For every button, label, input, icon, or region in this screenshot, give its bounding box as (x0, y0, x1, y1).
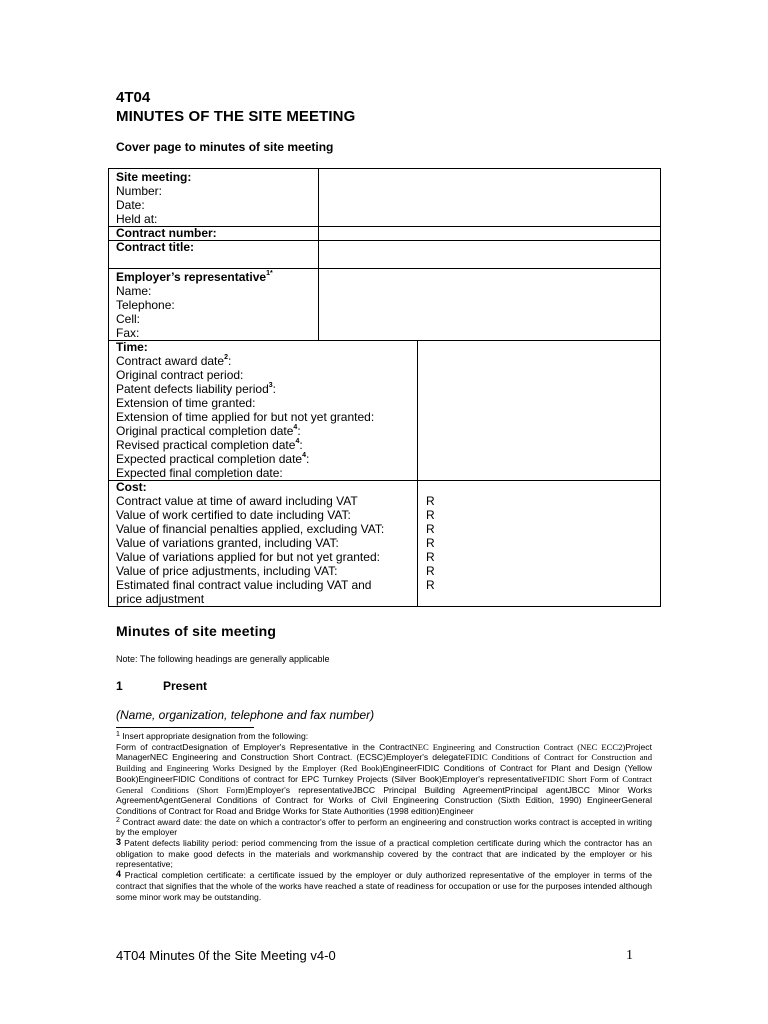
time-item-text: Extension of time granted: (116, 396, 256, 410)
footnote-3 (116, 838, 652, 870)
currency-symbol: R (426, 564, 435, 578)
footnote-1-body (116, 742, 652, 817)
cost-item: price adjustment (116, 592, 205, 606)
cost-item: Value of variations applied for but not yet granted: (116, 550, 380, 564)
time-item (116, 452, 374, 466)
time-item-suffix: : (297, 424, 301, 438)
footnotes (116, 731, 652, 902)
currency-symbol: R (426, 522, 435, 536)
currency-symbol: R (426, 536, 435, 550)
time-item-text: Expected practical completion date (116, 452, 303, 466)
lower-column-divider (417, 340, 418, 607)
currency-column (426, 494, 435, 592)
rep-cell-label: Cell: (116, 312, 141, 326)
footnote-3-text: Patent defects liability period: period commencing from the issue of a practical completion certificate during which the contractor has an obligation to make good defects in the materials and workmanship covered by the contract that are indicated by the employer or his representative; (116, 838, 653, 870)
time-item (116, 396, 374, 410)
section-title: Present (163, 679, 208, 693)
time-item-text: Contract award date (116, 354, 225, 368)
currency-symbol: R (426, 550, 435, 564)
footnote-1-part: Form of contractDesignation of Employer's Representative in the Contract (116, 741, 412, 752)
time-item (116, 354, 374, 368)
contract-number-label: Contract number: (116, 226, 217, 240)
contract-title-label: Contract title: (116, 240, 194, 254)
document-title: MINUTES OF THE SITE MEETING (116, 108, 356, 125)
cost-cell (116, 480, 384, 606)
footer-document-name: 4T04 Minutes 0f the Site Meeting v4-0 (116, 948, 336, 963)
site-meeting-held-at-label: Held at: (116, 212, 158, 226)
currency-symbol: R (426, 578, 435, 592)
rep-name-label: Name: (116, 284, 152, 298)
footnote-marker: 4 (302, 452, 307, 459)
footnote-1-part: FIDIC Short Form of Contract General Conditions (Short Form) (116, 773, 653, 795)
document-subtitle: Cover page to minutes of site meeting (116, 140, 334, 154)
cost-item: Value of variations granted, including VAT: (116, 536, 339, 550)
footnote-marker: 2 (224, 354, 228, 361)
footnote-1-intro (116, 731, 652, 742)
employers-representative-heading-text: Employer’s representative (116, 270, 267, 284)
cost-heading: Cost: (116, 480, 147, 494)
cost-item: Value of work certified to date including VAT: (116, 508, 351, 522)
time-heading: Time: (116, 340, 148, 354)
time-item-text: Patent defects liability period (116, 382, 269, 396)
cover-table (108, 168, 661, 607)
footnote-mark: 4 (116, 869, 122, 880)
time-cell (116, 340, 374, 480)
note-text: Note: The following headings are generally applicable (116, 654, 330, 664)
footnote-1-intro-text: Insert appropriate designation from the following: (122, 731, 309, 741)
footnote-marker: 4 (293, 424, 298, 431)
time-item (116, 438, 374, 452)
time-item-suffix: : (227, 354, 232, 368)
time-item (116, 410, 374, 424)
footnote-marker: 1* (266, 270, 273, 277)
footnote-1-part: NEC Engineering and Construction Contract (NEC ECC2) (411, 741, 626, 752)
upper-column-divider (318, 169, 319, 340)
cost-item: Value of price adjustments, including VAT: (116, 564, 338, 578)
cost-item: Contract value at time of award including VAT (116, 494, 358, 508)
time-item-suffix: : (299, 438, 303, 452)
contract-title-cell (116, 240, 194, 254)
time-item-suffix: : (306, 452, 310, 466)
footnote-mark: 2 (116, 816, 120, 824)
footnote-separator (116, 727, 254, 728)
time-item-text: Extension of time applied for but not yet granted: (116, 410, 375, 424)
footnote-1-part: Employer's representativeJBCC Principal Building AgreementPrincipal agentJBCC Minor Works AgreementAgentGeneral Conditions of Contract for Works of Civil Engineering Construction (Sixth Edition, 1990) EngineerGeneral Conditions of Contract for Road and Bridge Works for State Authorities (1998 edition)Engineer (116, 784, 652, 816)
employers-representative-heading (116, 270, 273, 284)
time-item-text: Original contract period: (116, 368, 244, 382)
footer-page-number: 1 (626, 948, 633, 963)
footnote-mark: 1 (116, 731, 120, 738)
row-divider (109, 268, 660, 269)
time-item-text: Expected final completion date: (116, 466, 283, 480)
site-meeting-heading: Site meeting: (116, 170, 192, 184)
time-item (116, 382, 374, 396)
footnote-4 (116, 870, 652, 902)
employers-representative-cell (116, 270, 273, 340)
footnote-marker: 4 (295, 438, 300, 445)
time-item (116, 466, 374, 480)
present-hint: (Name, organization, telephone and fax number) (116, 708, 375, 722)
footnote-4-text: Practical completion certificate: a certificate issued by the employer or duly authorized representative of the employer in terms of the contract that signifies that the whole of the works have reached a state of readiness for occupation or use for the purposes intended although some minor work may be outstanding. (116, 870, 653, 902)
time-item-suffix: : (272, 382, 277, 396)
cost-item: Estimated final contract value including VAT and (116, 578, 372, 592)
site-meeting-cell (116, 170, 191, 226)
footnote-2-text: Contract award date: the date on which a contractor's offer to perform an engineering and construction works contract is accepted in writing by the employer (116, 816, 652, 838)
footnote-2 (116, 817, 652, 838)
rep-fax-label: Fax: (116, 326, 140, 340)
section-number: 1 (116, 679, 123, 693)
minutes-heading: Minutes of site meeting (116, 623, 277, 639)
document-code: 4T04 (116, 89, 151, 106)
footnote-marker: 3 (268, 382, 273, 389)
currency-symbol: R (426, 494, 435, 508)
contract-number-cell (116, 226, 217, 240)
cost-item: Value of financial penalties applied, excluding VAT: (116, 522, 385, 536)
footnote-mark: 3 (116, 837, 122, 848)
site-meeting-date-label: Date: (116, 198, 145, 212)
time-item-text: Original practical completion date (116, 424, 294, 438)
currency-symbol: R (426, 508, 435, 522)
time-item-text: Revised practical completion date (116, 438, 296, 452)
site-meeting-number-label: Number: (116, 184, 163, 198)
time-item (116, 424, 374, 438)
footnote-1-part: EngineerFIDIC Conditions of Contract for Plant and Design (Yellow Book)EngineerFIDIC Conditions of contract for EPC Turnkey Projects (Silver Book)Employer's representative (116, 763, 652, 784)
rep-telephone-label: Telephone: (116, 298, 175, 312)
time-item (116, 368, 374, 382)
footnote-1-part: Project ManagerNEC Engineering and Construction Short Contract. (ECSC)Employer's delegate (116, 741, 652, 763)
footnote-1-part: FIDIC Conditions of Contract for Construction and Building and Engineering Works Designed by the Employer (Red Book) (116, 752, 652, 774)
